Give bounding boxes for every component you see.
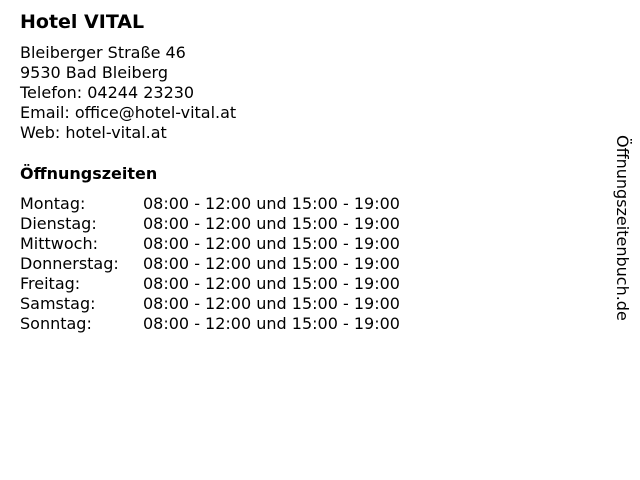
- day-label: Dienstag:: [20, 214, 97, 233]
- hours-row-wednesday: [20, 234, 400, 254]
- hours-row-saturday: [20, 294, 400, 314]
- address-city: 9530 Bad Bleiberg: [20, 63, 168, 82]
- day-label: Samstag:: [20, 294, 96, 313]
- email-address: Email: office@hotel-vital.at: [20, 103, 237, 122]
- hours-row-friday: [20, 274, 400, 294]
- day-hours: 08:00 - 12:00 und 15:00 - 19:00: [143, 294, 400, 313]
- opening-hours-table: [20, 194, 400, 334]
- address-street: Bleiberger Straße 46: [20, 43, 186, 62]
- contact-block: [20, 43, 236, 143]
- day-label: Freitag:: [20, 274, 81, 293]
- day-label: Mittwoch:: [20, 234, 98, 253]
- website: Web: hotel-vital.at: [20, 123, 167, 142]
- day-label: Montag:: [20, 194, 86, 213]
- hours-row-tuesday: [20, 214, 400, 234]
- day-label: Donnerstag:: [20, 254, 119, 273]
- day-hours: 08:00 - 12:00 und 15:00 - 19:00: [143, 234, 400, 253]
- hotel-name: Hotel VITAL: [20, 11, 145, 33]
- day-hours: 08:00 - 12:00 und 15:00 - 19:00: [143, 194, 400, 213]
- day-hours: 08:00 - 12:00 und 15:00 - 19:00: [143, 254, 400, 273]
- day-hours: 08:00 - 12:00 und 15:00 - 19:00: [143, 314, 400, 333]
- day-hours: 08:00 - 12:00 und 15:00 - 19:00: [143, 274, 400, 293]
- hours-row-thursday: [20, 254, 400, 274]
- hours-row-sunday: [20, 314, 400, 334]
- opening-hours-heading: Öffnungszeiten: [20, 164, 158, 183]
- phone-number: Telefon: 04244 23230: [20, 83, 195, 102]
- hours-row-monday: [20, 194, 400, 214]
- day-label: Sonntag:: [20, 314, 92, 333]
- day-hours: 08:00 - 12:00 und 15:00 - 19:00: [143, 214, 400, 233]
- site-watermark: Öffnungszeitenbuch.de: [613, 135, 632, 321]
